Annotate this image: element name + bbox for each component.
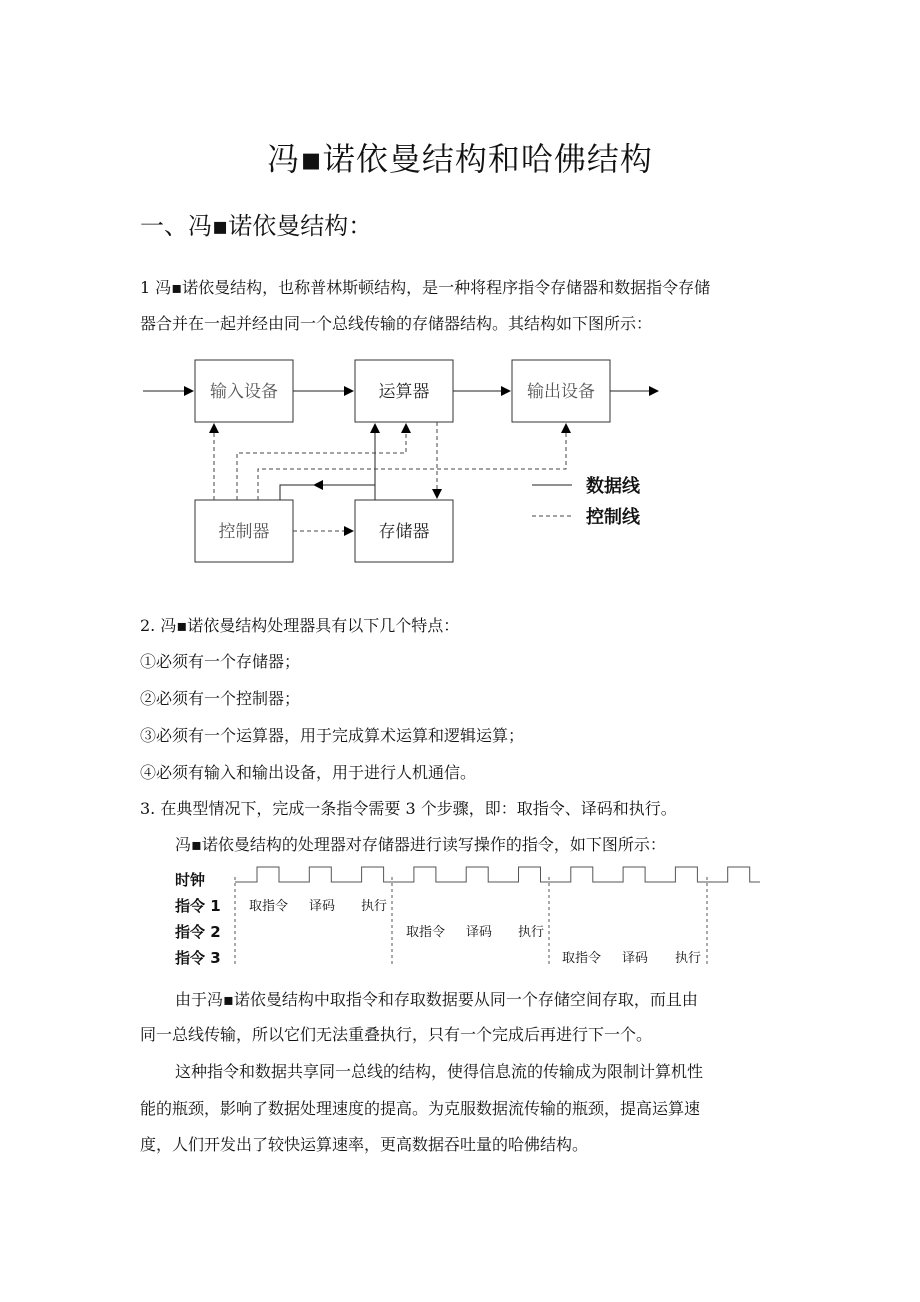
paragraph-line: 1 冯▪诺依曼结构，也称普林斯顿结构，是一种将程序指令存储器和数据指令存储 [140, 278, 711, 297]
paragraph-line: 由于冯▪诺依曼结构中取指令和存取数据要从同一个存储空间存取，而且由 [175, 990, 698, 1009]
data-lines [143, 391, 658, 500]
paragraph-line: 这种指令和数据共享同一总线的结构，使得信息流的传输成为限制计算机性 [175, 1062, 704, 1081]
legend-control-line-label: 控制线 [586, 507, 640, 528]
step-execute-2: 执行 [518, 925, 545, 940]
alu-label: 运算器 [378, 382, 430, 402]
step-fetch-3: 取指令 [562, 951, 602, 966]
feature-item: ④必须有输入和输出设备，用于进行人机通信。 [140, 763, 477, 782]
paragraph-line: 同一总线传输，所以它们无法重叠执行，只有一个完成后再进行下一个。 [140, 1025, 653, 1044]
paragraph-line: 度，人们开发出了较快运算速率，更高数据吞吐量的哈佛结构。 [140, 1135, 589, 1154]
paragraph-line: 2. 冯▪诺依曼结构处理器具有以下几个特点： [140, 616, 460, 635]
paragraph-line: 器合并在一起并经由同一个总线传输的存储器结构。其结构如下图所示： [140, 314, 653, 333]
instr-label-2: 指令 2 [175, 923, 221, 941]
step-decode-2: 译码 [466, 925, 493, 940]
controller-label: 控制器 [218, 522, 270, 542]
timing-diagram [0, 855, 920, 975]
feature-item: ①必须有一个存储器； [140, 652, 301, 671]
step-execute-3: 执行 [675, 951, 702, 966]
instr-label-3: 指令 3 [175, 949, 221, 967]
paragraph-line: 能的瓶颈，影响了数据处理速度的提高。为克服数据流传输的瓶颈，提高运算速 [140, 1099, 701, 1118]
control-lines [214, 422, 566, 531]
output-device-label: 输出设备 [527, 382, 595, 402]
step-fetch-2: 取指令 [406, 925, 446, 940]
feature-item: ②必须有一个控制器； [140, 689, 301, 708]
step-decode-3: 译码 [622, 951, 649, 966]
von-neumann-diagram [0, 0, 920, 600]
page-title: 冯▪诺依曼结构和哈佛结构 [267, 140, 653, 178]
step-execute-1: 执行 [361, 899, 388, 914]
clock-waveform [235, 867, 760, 882]
paragraph-line: 3. 在典型情况下，完成一条指令需要 3 个步骤，即：取指令、译码和执行。 [140, 799, 677, 818]
input-device-label: 输入设备 [210, 382, 278, 402]
feature-item: ③必须有一个运算器，用于完成算术运算和逻辑运算； [140, 726, 525, 745]
paragraph-line: 冯▪诺依曼结构的处理器对存储器进行读写操作的指令，如下图所示： [175, 835, 666, 854]
section-heading: 一、冯▪诺依曼结构： [140, 212, 373, 240]
instr-label-1: 指令 1 [175, 897, 221, 915]
step-decode-1: 译码 [309, 899, 336, 914]
legend-data-line-label: 数据线 [586, 476, 640, 497]
step-fetch-1: 取指令 [249, 899, 289, 914]
clock-label: 时钟 [175, 871, 206, 889]
memory-label: 存储器 [378, 522, 430, 542]
